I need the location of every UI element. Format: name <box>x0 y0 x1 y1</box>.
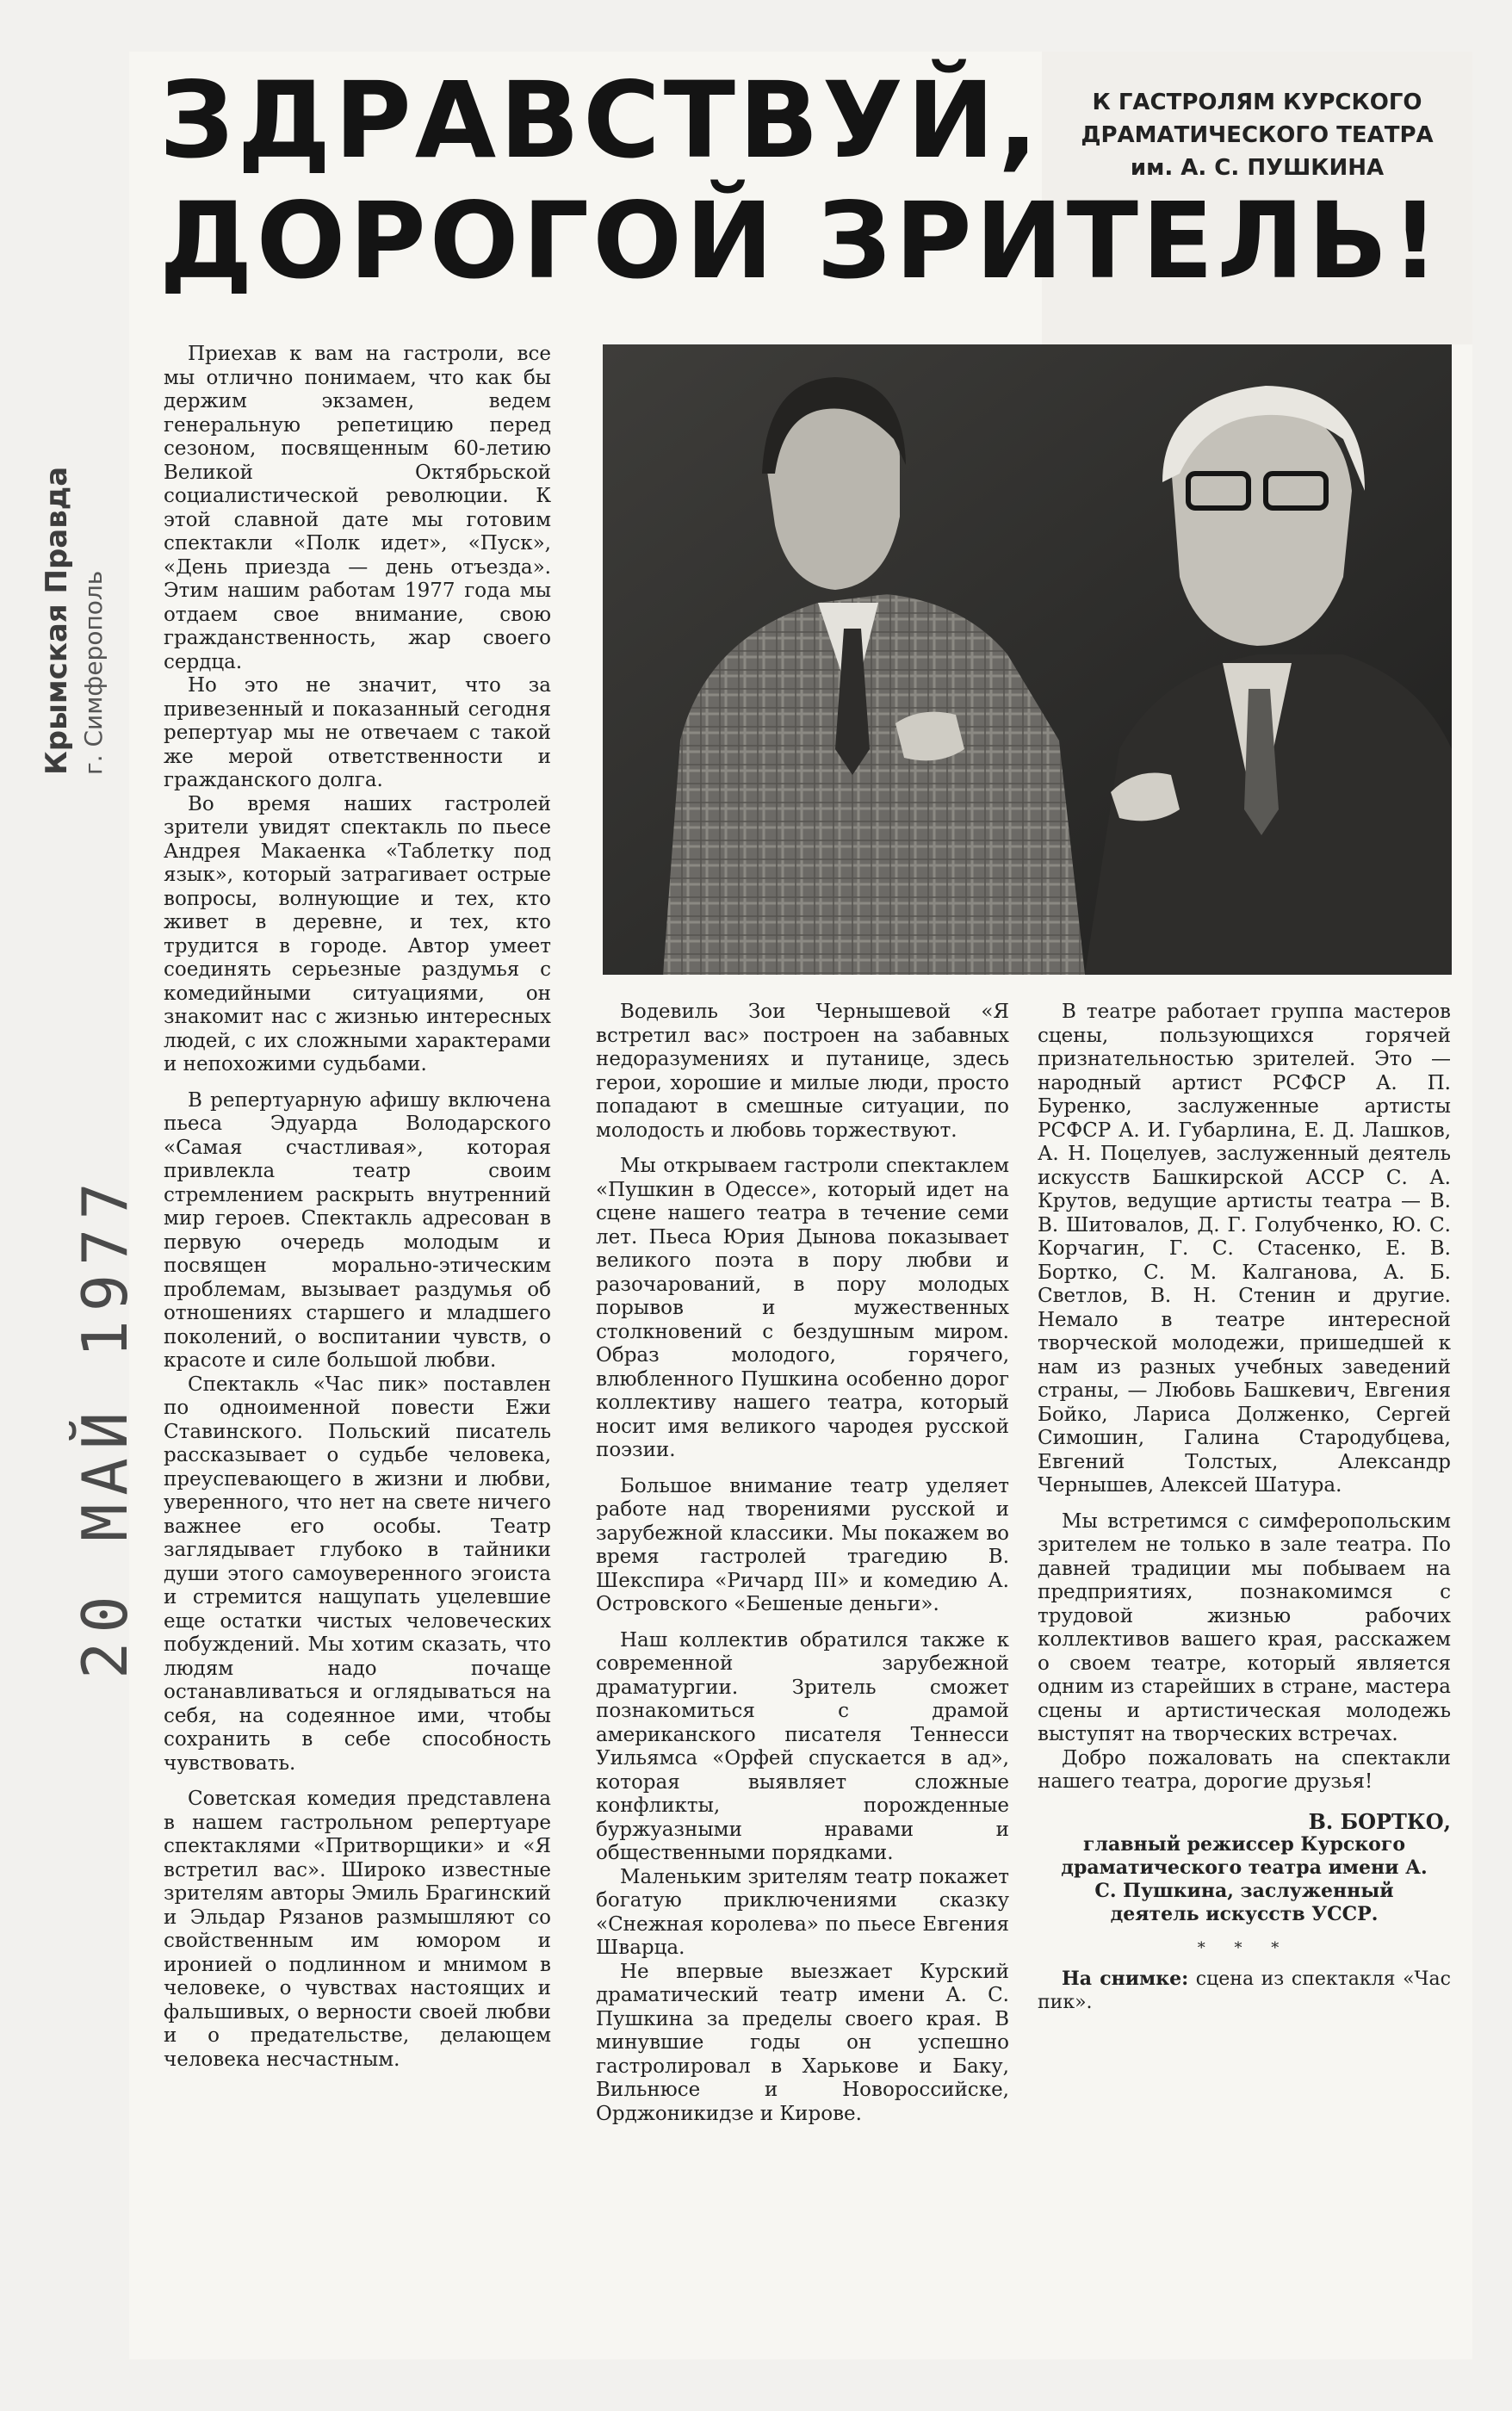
headline-line-1: ЗДРАВСТВУЙ, <box>159 59 1042 182</box>
caption-label: На снимке: <box>1062 1967 1189 1990</box>
rubric-kicker <box>1068 86 1447 184</box>
paragraph: Советская комедия представлена в нашем гастрольном репертуаре спектаклями «Притворщики» и «Я встретил вас». Широко известные зрителям авторы Эмиль Брагинский и Эльдар Рязанов размышляют со свойственным им юмором и иронией о подлинном и мнимом в человеке, о чувствах настоящих и фальшивых, о верности своей любви и о предательстве, делающем человека несчастным. <box>164 1788 551 2071</box>
paragraph: Не впервые выезжает Курский драматический театр имени А. С. Пушкина за пределы своего края. В минувшие годы он успешно гастролировал в Харькове и Баку, Вильнюсе и Новороссийске, Орджоникидзе и Кирове. <box>596 1960 1009 2125</box>
paragraph: Мы встретимся с симферопольским зрителем не только в зале театра. По давней традиции мы побываем на предприятиях, познакомимся с трудовой жизнью рабочих коллективов вашего края, расскажем о своем театре, который является одним из старейших в стране, мастера сцены и артистическая молодежь выступят на творческих встречах. <box>1038 1509 1451 1745</box>
caption-text: сцена из спектакля «Час пик». <box>1038 1968 1451 2013</box>
article-column-3 <box>1038 1001 1451 2015</box>
article-column-1 <box>164 343 551 2072</box>
separator-stars: * * * <box>1197 1939 1292 1957</box>
kicker-line-3: им. А. С. ПУШКИНА <box>1130 155 1385 181</box>
paragraph: Приехав к вам на гастроли, все мы отлично понимаем, что как бы держим экзамен, ведем генеральную репетицию перед сезоном, посвященным 60-летию Великой Октябрьской социалистической революции. К этой славной дате мы готовим спектакли «Полк идет», «Пуск», «День приезда — день отъезда». Этим нашим работам 1977 года мы отдаем свое внимание, свою гражданственность, жар своего сердца. <box>164 343 551 673</box>
paragraph: Водевиль Зои Чернышевой «Я встретил вас» построен на забавных недоразумениях и путанице, здесь герои, хорошие и милые люди, просто попадают в смешные ситуации, по молодость и любовь торжествуют. <box>596 1001 1009 1142</box>
paragraph: Маленьким зрителям театр покажет богатую приключениями сказку «Снежная королева» по пьесе Евгения Шварца. <box>596 1865 1009 1959</box>
paragraph: Большое внимание театр уделяет работе над творениями русской и зарубежной классики. Мы покажем во время гастролей трагедию В. Шекспира «Ричард III» и комедию А. Островского «Бешеные деньги». <box>596 1474 1009 1615</box>
photo-scene-two-actors <box>603 344 1452 975</box>
date-stamp: 20 МАЙ 1977 <box>69 1174 141 1679</box>
headline-line-2: ДОРОГОЙ ЗРИТЕЛЬ! <box>159 180 1443 302</box>
newspaper-name: Крымская Правда <box>40 466 74 775</box>
paragraph: В репертуарную афишу включена пьеса Эдуарда Володарского «Самая счастливая», которая привлекла театр своим стремлением раскрыть внутренний мир героев. Спектакль адресован в первую очередь молодым и посвящен морально-этическим проблемам, вызывает раздумья об отношениях старшего и младшего поколений, о воспитании чувств, о красоте и силе большой любви. <box>164 1088 551 1372</box>
newspaper-source-label <box>40 431 108 775</box>
paragraph: Добро пожаловать на спектакли нашего театра, дорогие друзья! <box>1038 1746 1451 1793</box>
paragraph: Наш коллектив обратился также к современной зарубежной драматургии. Зритель сможет познакомиться с драмой американского писателя Теннесси Уильямса «Орфей спускается в ад», которая выявляет сложные конфликты, порожденные буржуазными нравами и общественными порядками. <box>596 1628 1009 1864</box>
paragraph: Но это не значит, что за привезенный и показанный сегодня репертуар мы не отвечаем с такой же мерой ответственности и гражданского долга. <box>164 674 551 791</box>
article-column-2 <box>596 1001 1009 2126</box>
paragraph: В театре работает группа мастеров сцены, пользующихся горячей признательностью зрителей. Это — народный артист РСФСР А. П. Буренко, заслуженные артисты РСФСР А. И. Губарлина, Е. Д. Лашков, А. Н. Поцелуев, заслуженный деятель искусств Башкирской АССР С. А. Крутов, ведущие артисты театра — В. В. Шитовалов, Д. Г. Голубченко, Ю. С. Корчагин, Г. С. Стасенко, Е. В. Бортко, С. М. Калганова, А. Б. Светлов, В. Н. Стенин и другие. Немало в театре интересной творческой молодежи, пришедшей к нам из разных учебных заведений страны, — Любовь Башкевич, Евгения Бойко, Лариса Долженко, Сергей Симошин, Галина Стародубцева, Евгений Толстых, Александр Чернышев, Алексей Шатура. <box>1038 1001 1451 1497</box>
photograph-two-actors <box>603 344 1452 975</box>
newspaper-city: г. Симферополь <box>79 570 108 775</box>
kicker-line-1: К ГАСТРОЛЯМ КУРСКОГО <box>1092 90 1422 115</box>
author-role: главный режиссер Курского драматического театра имени А. С. Пушкина, заслуженный деятель искусств УССР. <box>1061 1833 1428 1925</box>
paragraph: Во время наших гастролей зрители увидят спектакль по пьесе Андрея Макаенка «Таблетку под язык», который затрагивает острые вопросы, волнующие и тех, кто живет в деревне, и тех, кто трудится в городе. Автор умеет соединять серьезные раздумья с комедийными ситуациями, он знакомит нас с жизнью интересных людей, с их сложными характерами и непохожими судьбами. <box>164 792 551 1075</box>
photo-caption <box>1038 1968 1451 2015</box>
actor-left-hand <box>895 712 964 761</box>
paragraph: Мы открываем гастроли спектаклем «Пушкин в Одессе», который идет на сцене нашего театра в течение семи лет. Пьеса Юрия Дынова показывает великого поэта в пору любви и разочарований, в пору молодых порывов и мужественных столкновений с бездушным миром. Образ молодого, горячего, влюбленного Пушкина особенно дорог коллективу нашего театра, который носит имя великого чародея русской поэзии. <box>596 1155 1009 1461</box>
kicker-line-2: ДРАМАТИЧЕСКОГО ТЕАТРА <box>1081 122 1434 148</box>
author-signature: В. БОРТКО, <box>1308 1808 1451 1834</box>
paragraph: Спектакль «Час пик» поставлен по одноименной повести Ежи Ставинского. Польский писатель рассказывает о судьбе человека, преуспевающего в жизни и любви, уверенного, что нет на свете ничего важнее его особы. Театр заглядывает глубоко в тайники души этого самоуверенного эгоиста и стремится нащупать уцелевшие еще остатки чистых человеческих побуждений. Мы хотим сказать, что людям надо почаще останавливаться и оглядываться на себя, на содеянное ими, чтобы сохранить в себе способность чувствовать. <box>164 1373 551 1775</box>
